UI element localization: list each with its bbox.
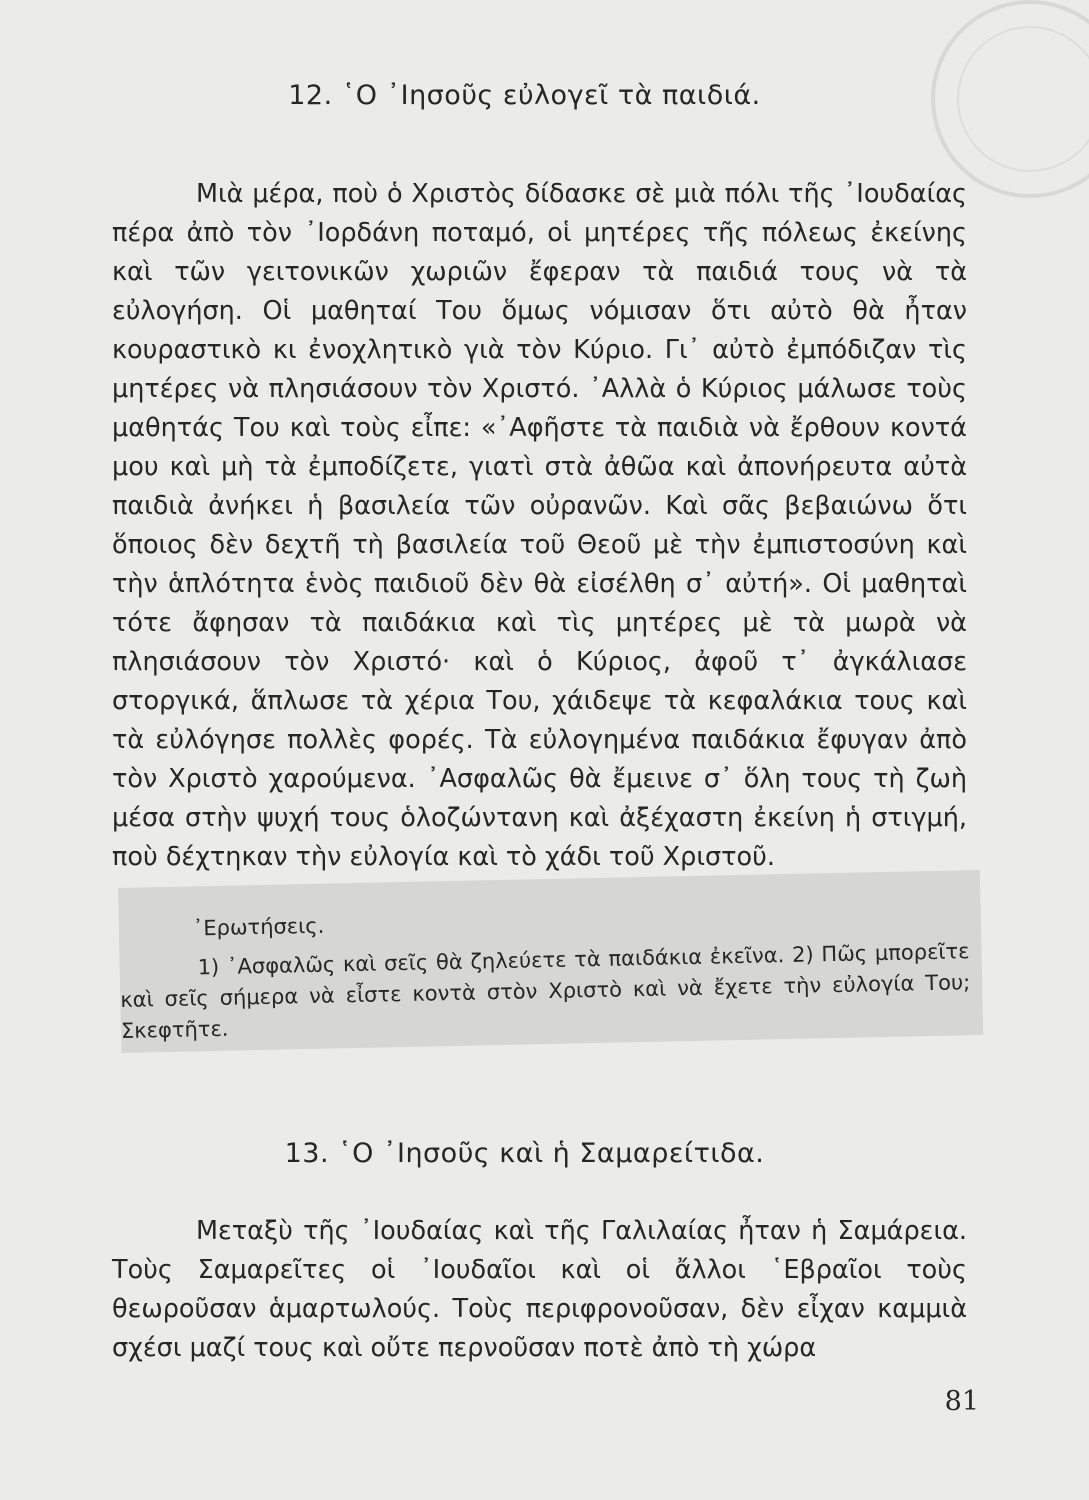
questions-box	[118, 870, 983, 1053]
questions-title: ᾿Ερωτήσεις.	[192, 913, 325, 941]
section-12-title: 12. ῾Ο ᾿Ιησοῦς εὐλογεῖ τὰ παιδιά.	[288, 80, 761, 111]
page-number: 81	[944, 1386, 979, 1417]
section-13-title: 13. ῾Ο ᾿Ιησοῦς καὶ ἡ Σαμαρείτιδα.	[284, 1138, 765, 1169]
section-13-text: Μεταξὺ τῆς ᾿Ιουδαίας καὶ τῆς Γαλιλαίας ἦταν ἡ Σαμάρεια. Τοὺς Σαμαρεῖτες οἱ ᾿Ιουδαῖοι καὶ οἱ ἄλλοι ῾Εβραῖοι τοὺς θεωροῦσαν ἁμαρτωλούς. Τοὺς περιφρονοῦσαν, δὲν εἶχαν καμμιὰ σχέσι μαζί τους καὶ οὔτε περνοῦσαν ποτὲ ἀπὸ τὴ χώρα	[112, 1216, 967, 1363]
questions-text: 1) ᾿Ασφαλῶς καὶ σεῖς θὰ ζηλεύετε τὰ παιδάκια ἐκεῖνα. 2) Πῶς μπορεῖτε καὶ σεῖς σήμερα νὰ εἶστε κοντὰ στὸν Χριστὸ καὶ νὰ ἔχετε τὴν εὐλογία Του; Σκεφτῆτε.	[120, 939, 971, 1043]
section-12-text: Μιὰ μέρα, ποὺ ὁ Χριστὸς δίδασκε σὲ μιὰ πόλι τῆς ᾿Ιουδαίας πέρα ἀπὸ τὸν ᾿Ιορδάνη ποταμό, οἱ μητέρες τῆς πόλεως ἐκείνης καὶ τῶν γειτονικῶν χωριῶν ἔφεραν τὰ παιδιά τους νὰ τὰ εὐλογήση. Οἱ μαθηταί Του ὅμως νόμισαν ὅτι αὐτὸ θὰ ἦταν κουραστικὸ κι ἐνοχλητικὸ γιὰ τὸν Κύριο. Γι᾿ αὐτὸ ἐμπόδιζαν τὶς μητέρες νὰ πλησιάσουν τὸν Χριστό. ᾿Αλλὰ ὁ Κύριος μάλωσε τοὺς μαθητάς Του καὶ τοὺς εἶπε: «᾿Αφῆστε τὰ παιδιὰ νὰ ἔρθουν κοντά μου καὶ μὴ τὰ ἐμποδίζετε, γιατὶ στὰ ἀθῶα καὶ ἀπονήρευτα αὐτὰ παιδιὰ ἀνήκει ἡ βασιλεία τῶν οὐρανῶν. Καὶ σᾶς βεβαιώνω ὅτι ὅποιος δὲν δεχτῆ τὴ βασιλεία τοῦ Θεοῦ μὲ τὴν ἐμπιστοσύνη καὶ τὴν ἁπλότητα ἑνὸς παιδιοῦ δὲν θὰ εἰσέλθη σ᾿ αὐτή». Οἱ μαθηταὶ τότε ἄφησαν τὰ παιδάκια καὶ τὶς μητέρες μὲ τὰ μωρὰ νὰ πλησιάσουν τὸν Χριστό· καὶ ὁ Κύριος, ἀφοῦ τ᾿ ἀγκάλιασε στοργικά, ἅπλωσε τὰ χέρια Του, χάιδεψε τὰ κεφαλάκια τους καὶ τὰ εὐλόγησε πολλὲς φορές. Τὰ εὐλογημένα παιδάκια ἔφυγαν ἀπὸ τὸν Χριστὸ χαρούμενα. ᾿Ασφαλῶς θὰ ἔμεινε σ᾿ ὅλη τους τὴ ζωὴ μέσα στὴν ψυχή τους ὁλοζώντανη καὶ ἀξέχαστη ἐκείνη ἡ στιγμή, ποὺ δέχτηκαν τὴν εὐλογία καὶ τὸ χάδι τοῦ Χριστοῦ.	[112, 179, 967, 872]
